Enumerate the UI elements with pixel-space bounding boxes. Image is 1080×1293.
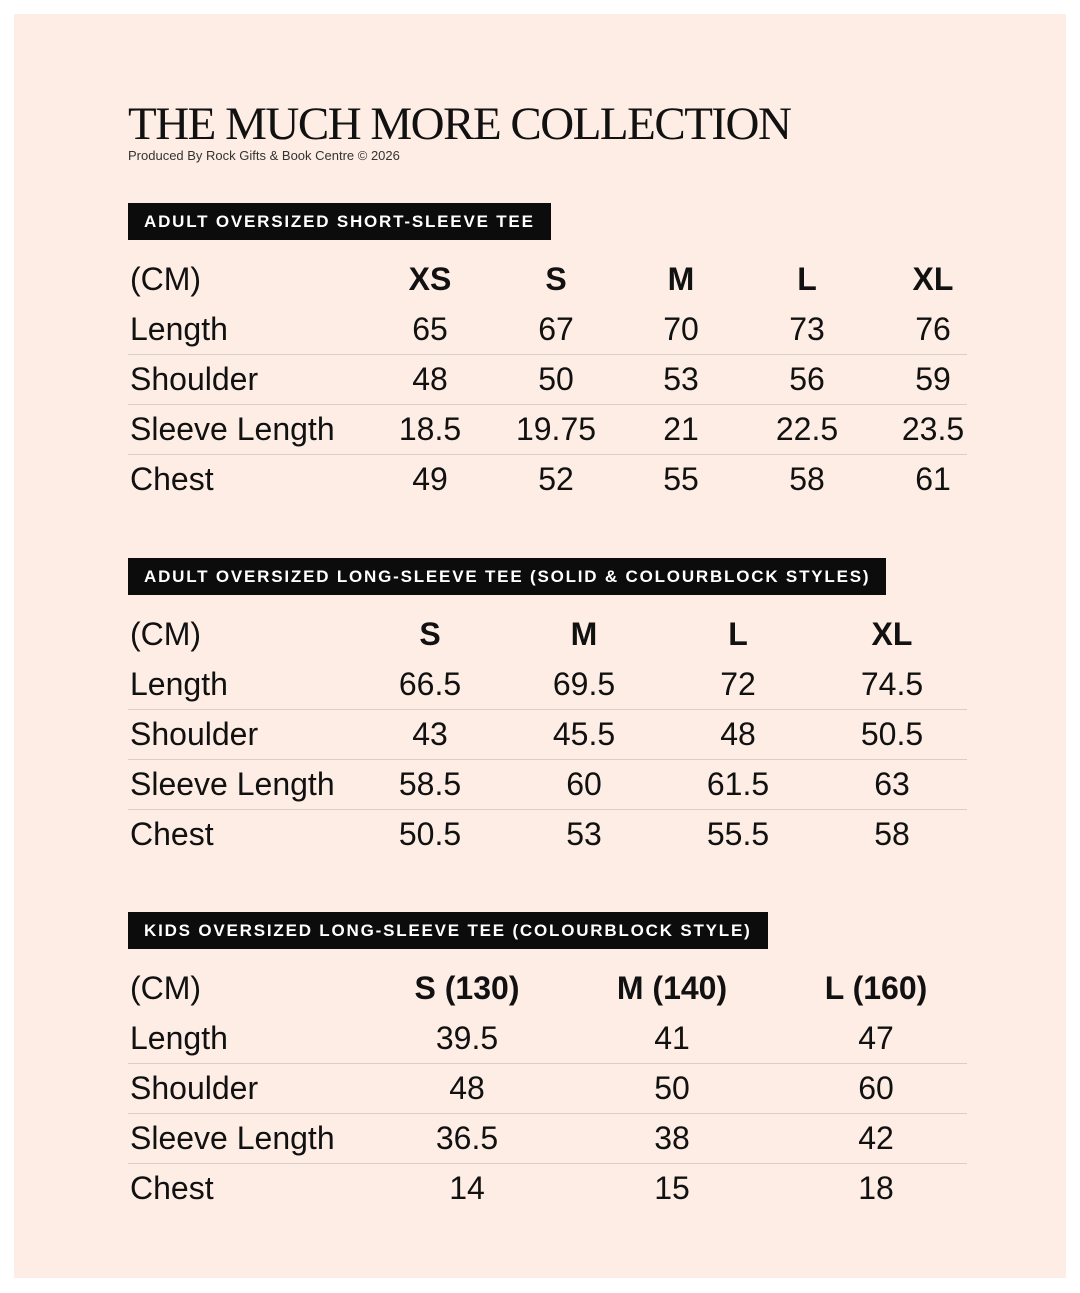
size-header: XS bbox=[408, 261, 452, 297]
table-cell: 18.5 bbox=[398, 411, 462, 447]
row-divider bbox=[128, 809, 967, 810]
table-cell: 53 bbox=[566, 816, 602, 852]
table-cell: 14 bbox=[449, 1170, 485, 1206]
table-cell: 41 bbox=[654, 1020, 690, 1056]
table-cell: 59 bbox=[915, 361, 951, 397]
table-cell: 48 bbox=[412, 361, 448, 397]
table-cell: 39.5 bbox=[435, 1020, 499, 1056]
table-cell: 60 bbox=[566, 766, 602, 802]
table-row bbox=[128, 304, 967, 354]
section-heading-long-sleeve: ADULT OVERSIZED LONG-SLEEVE TEE (SOLID & COLOURBLOCK STYLES) bbox=[128, 558, 886, 595]
size-header: XL bbox=[871, 616, 913, 652]
table-cell: 45.5 bbox=[552, 716, 616, 752]
table-cell: 56 bbox=[789, 361, 825, 397]
size-header: L bbox=[728, 616, 748, 652]
table-cell: 66.5 bbox=[398, 666, 462, 702]
table-cell: 38 bbox=[654, 1120, 690, 1156]
table-row bbox=[128, 1063, 967, 1113]
unit-label: (CM) bbox=[130, 616, 202, 652]
size-header: S bbox=[419, 616, 441, 652]
collection-title: THE MUCH MORE COLLECTION bbox=[128, 98, 791, 150]
table-cell: 61.5 bbox=[706, 766, 770, 802]
size-header: XL bbox=[912, 261, 954, 297]
row-divider bbox=[128, 1163, 967, 1164]
table-cell: 49 bbox=[412, 461, 448, 497]
table-cell: 48 bbox=[449, 1070, 485, 1106]
table-cell: 42 bbox=[858, 1120, 894, 1156]
table-cell: 58.5 bbox=[398, 766, 462, 802]
size-table-kids bbox=[128, 963, 967, 1213]
unit-label: (CM) bbox=[130, 970, 202, 1006]
table-cell: 73 bbox=[789, 311, 825, 347]
table-cell: 53 bbox=[663, 361, 699, 397]
size-header: M bbox=[667, 261, 695, 297]
table-cell: 55.5 bbox=[706, 816, 770, 852]
size-header: M (140) bbox=[616, 970, 728, 1006]
table-cell: 63 bbox=[874, 766, 910, 802]
table-cell: 70 bbox=[663, 311, 699, 347]
measurement-label: Sleeve Length bbox=[130, 411, 335, 447]
size-header: M bbox=[570, 616, 598, 652]
measurement-label: Length bbox=[130, 666, 228, 702]
size-header: S (130) bbox=[414, 970, 520, 1006]
measurement-label: Shoulder bbox=[130, 1070, 259, 1106]
table-cell: 36.5 bbox=[435, 1120, 499, 1156]
table-cell: 21 bbox=[663, 411, 699, 447]
measurement-label: Sleeve Length bbox=[130, 766, 335, 802]
table-row bbox=[128, 1163, 967, 1213]
size-table-long-sleeve bbox=[128, 609, 967, 859]
measurement-label: Chest bbox=[130, 1170, 214, 1206]
table-cell: 74.5 bbox=[860, 666, 924, 702]
table-cell: 69.5 bbox=[552, 666, 616, 702]
table-cell: 61 bbox=[915, 461, 951, 497]
table-cell: 18 bbox=[858, 1170, 894, 1206]
table-row bbox=[128, 659, 967, 709]
table-cell: 22.5 bbox=[775, 411, 839, 447]
size-header: S bbox=[545, 261, 567, 297]
table-cell: 76 bbox=[915, 311, 951, 347]
table-cell: 50 bbox=[654, 1070, 690, 1106]
table-cell: 58 bbox=[874, 816, 910, 852]
table-cell: 48 bbox=[720, 716, 756, 752]
table-cell: 15 bbox=[654, 1170, 690, 1206]
table-cell: 65 bbox=[412, 311, 448, 347]
table-row bbox=[128, 404, 967, 454]
table-cell: 23.5 bbox=[901, 411, 965, 447]
measurement-label: Shoulder bbox=[130, 361, 259, 397]
table-cell: 50.5 bbox=[398, 816, 462, 852]
size-header: L bbox=[797, 261, 817, 297]
table-cell: 72 bbox=[720, 666, 756, 702]
section-heading-short-sleeve: ADULT OVERSIZED SHORT-SLEEVE TEE bbox=[128, 203, 551, 240]
table-row bbox=[128, 1013, 967, 1063]
measurement-label: Chest bbox=[130, 816, 214, 852]
measurement-label: Length bbox=[130, 1020, 228, 1056]
size-table-short-sleeve bbox=[128, 254, 967, 504]
table-header-row bbox=[128, 609, 967, 659]
table-cell: 43 bbox=[412, 716, 448, 752]
measurement-label: Sleeve Length bbox=[130, 1120, 335, 1156]
measurement-label: Length bbox=[130, 311, 228, 347]
table-row bbox=[128, 809, 967, 859]
table-cell: 47 bbox=[858, 1020, 894, 1056]
table-row bbox=[128, 1113, 967, 1163]
table-cell: 19.75 bbox=[515, 411, 597, 447]
table-cell: 50 bbox=[538, 361, 574, 397]
table-row bbox=[128, 354, 967, 404]
table-header-row bbox=[128, 963, 967, 1013]
table-cell: 52 bbox=[538, 461, 574, 497]
size-header: L (160) bbox=[824, 970, 928, 1006]
table-cell: 50.5 bbox=[860, 716, 924, 752]
table-row bbox=[128, 454, 967, 504]
table-row bbox=[128, 759, 967, 809]
table-cell: 60 bbox=[858, 1070, 894, 1106]
table-cell: 58 bbox=[789, 461, 825, 497]
table-cell: 55 bbox=[663, 461, 699, 497]
table-row bbox=[128, 709, 967, 759]
table-cell: 67 bbox=[538, 311, 574, 347]
producer-credit: Produced By Rock Gifts & Book Centre © 2026 bbox=[128, 148, 400, 163]
measurement-label: Shoulder bbox=[130, 716, 259, 752]
measurement-label: Chest bbox=[130, 461, 214, 497]
table-header-row bbox=[128, 254, 967, 304]
unit-label: (CM) bbox=[130, 261, 202, 297]
section-heading-kids: KIDS OVERSIZED LONG-SLEEVE TEE (COLOURBLOCK STYLE) bbox=[128, 912, 768, 949]
